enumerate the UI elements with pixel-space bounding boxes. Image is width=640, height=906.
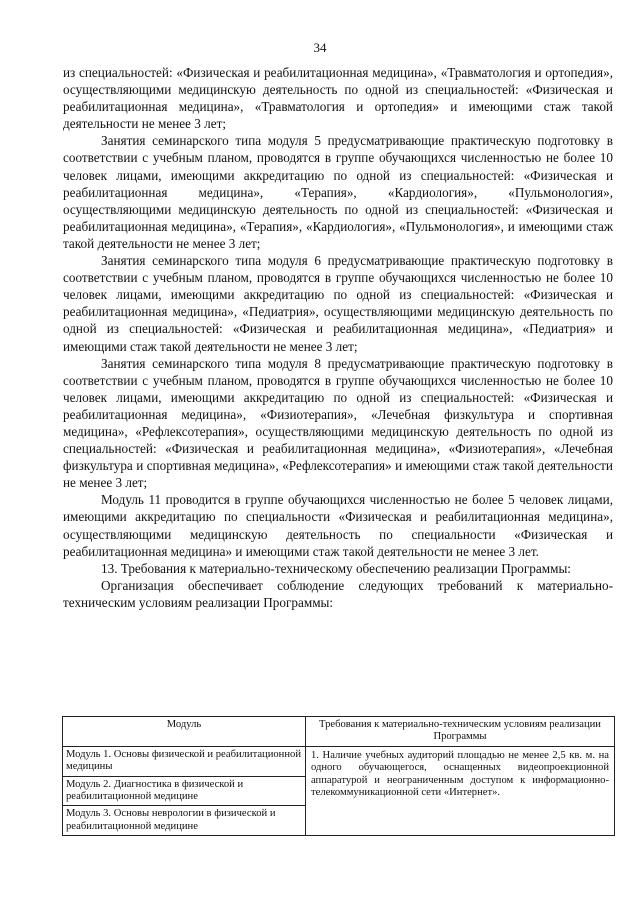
paragraph-continuation: из специальностей: «Физическая и реабилитационная медицина», «Травматология и ортопедия», осуществляющими медицинскую деятельность по одной из специальностей: «Физическая и реабилитационная медицина», «Травматология и ортопедия» и имеющими стаж такой деятельности не менее 3 лет;	[63, 65, 613, 132]
paragraph-module-11: Модуль 11 проводится в группе обучающихся численностью не более 5 человек лицами, имеющими аккредитацию по специальности «Физическая и реабилитационная медицина», осуществляющими медицинскую деятельность по специальности «Физическая и реабилитационная медицина» и имеющими стаж такой деятельности не менее 3 лет.	[63, 492, 613, 559]
table-row	[63, 746, 615, 776]
paragraph-organization: Организация обеспечивает соблюдение следующих требований к материально-техническим условиям реализации Программы:	[63, 577, 613, 610]
requirements-table	[62, 716, 615, 836]
module-cell-2: Модуль 2. Диагностика в физической и реабилитационной медицине	[63, 776, 306, 806]
table-header-row	[63, 717, 615, 747]
section-heading-13: 13. Требования к материально-техническому обеспечению реализации Программы:	[101, 560, 571, 576]
module-cell-3: Модуль 3. Основы неврологии в физической и реабилитационной медицине	[63, 806, 306, 836]
header-module: Модуль	[63, 717, 306, 747]
paragraph-module-8: Занятия семинарского типа модуля 8 предусматривающие практическую подготовку в соответствии с учебным планом, проводятся в группе обучающихся численностью не более 10 человек лицами, имеющими аккредитацию по одной из специальностей: «Физическая и реабилитационная медицина», «Физиотерапия», «Лечебная физкультура и спортивная медицина», «Рефлексотерапия», осуществляющими медицинскую деятельность по одной из специальностей: «Физическая и реабилитационная медицина», «Физиотерапия», «Лечебная физкультура и спортивная медицина», «Рефлексотерапия» и имеющими стаж такой деятельности не менее 3 лет;	[63, 355, 613, 491]
body-text	[63, 64, 613, 611]
header-requirements: Требования к материально-техническим условиям реализации Программы	[306, 717, 615, 747]
paragraph-module-6: Занятия семинарского типа модуля 6 предусматривающие практическую подготовку в соответствии с учебным планом, проводятся в группе обучающихся численностью не более 10 человек лицами, имеющими аккредитацию по одной из специальностей: «Физическая и реабилитационная медицина», «Педиатрия», осуществляющими медицинскую деятельность по одной из специальностей: «Физическая и реабилитационная медицина», «Педиатрия» и имеющими стаж такой деятельности не менее 3 лет;	[63, 253, 613, 354]
requirement-cell: 1. Наличие учебных аудиторий площадью не менее 2,5 кв. м. на одного обучающегося, оснащенных видеопроекционной аппаратурой и неограниченным доступом к информационно-телекоммуникационной сети «Интернет».	[306, 746, 615, 835]
module-cell-1: Модуль 1. Основы физической и реабилитационной медицины	[63, 746, 306, 776]
page-number: 34	[313, 40, 327, 55]
paragraph-module-5: Занятия семинарского типа модуля 5 предусматривающие практическую подготовку в соответствии с учебным планом, проводятся в группе обучающихся численностью не более 10 человек лицами, имеющими аккредитацию по одной из специальностей: «Физическая и реабилитационная медицина», «Терапия», «Кардиология», «Пульмонология», осуществляющими медицинскую деятельность по одной из специальностей: «Физическая и реабилитационная медицина», «Терапия», «Кардиология», «Пульмонология», и имеющими стаж такой деятельности не менее 3 лет;	[63, 133, 613, 251]
